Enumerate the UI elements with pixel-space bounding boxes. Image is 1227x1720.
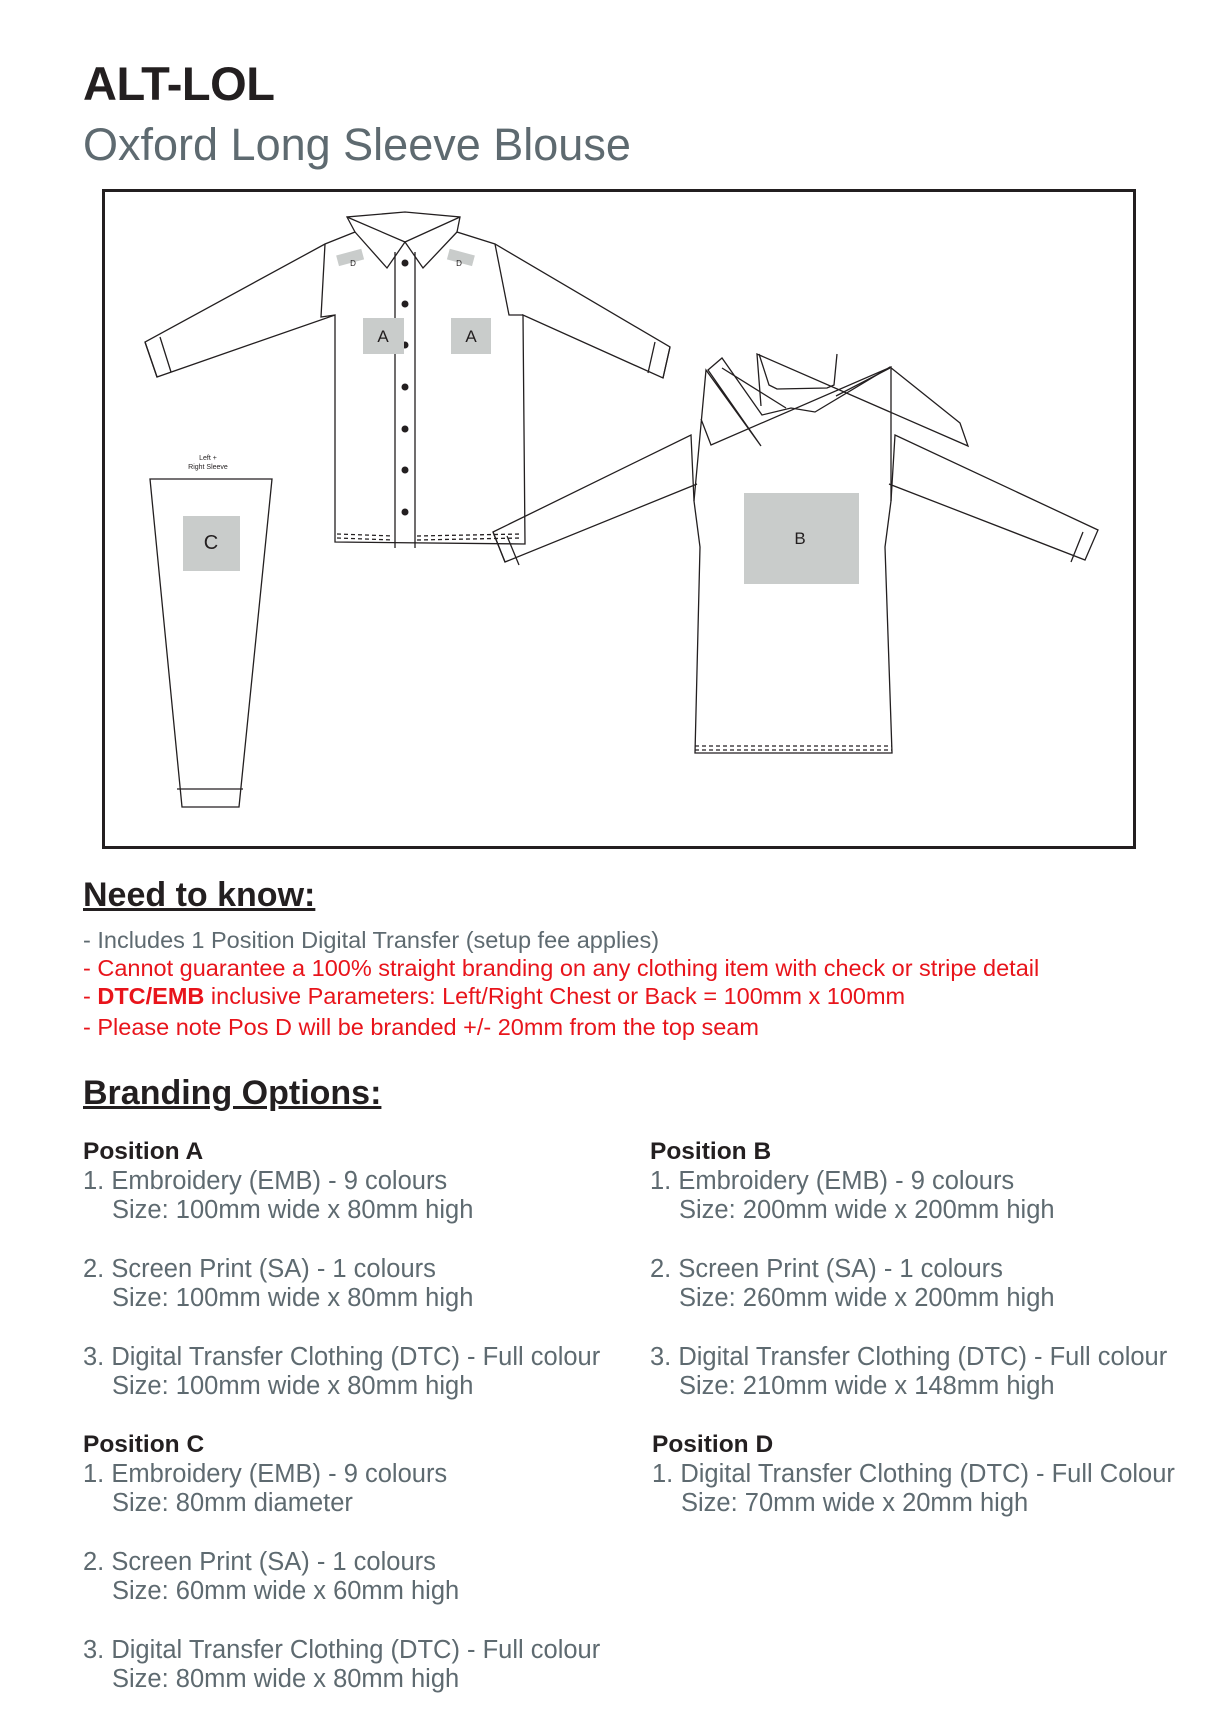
option-label: 1. Embroidery (EMB) - 9 colours xyxy=(650,1166,1015,1195)
option-size: Size: 200mm wide x 200mm high xyxy=(679,1196,1055,1224)
label-a-left: A xyxy=(377,327,389,346)
garment-diagram xyxy=(102,189,1136,849)
note-item: - Includes 1 Position Digital Transfer (setup fee applies) xyxy=(83,927,660,953)
note-item xyxy=(83,982,1039,1010)
note-item: - Please note Pos D will be branded +/- 20mm from the top seam xyxy=(83,1014,759,1040)
garment-illustration xyxy=(105,192,1133,846)
position-title: Position C xyxy=(83,1431,205,1458)
position-title: Position D xyxy=(652,1431,774,1458)
label-c: C xyxy=(203,532,219,554)
product-name: Oxford Long Sleeve Blouse xyxy=(83,119,631,170)
sleeve-caption-line2: Right Sleeve xyxy=(188,464,228,471)
option-size: Size: 100mm wide x 80mm high xyxy=(112,1284,474,1312)
option-size: Size: 100mm wide x 80mm high xyxy=(112,1372,474,1400)
option-label: 3. Digital Transfer Clothing (DTC) - Full colour xyxy=(650,1342,1168,1371)
position-title: Position A xyxy=(83,1138,204,1165)
sleeve-caption-line1: Left + xyxy=(199,455,217,462)
note-text: inclusive Parameters: Left/Right Chest or Back = 100mm x 100mm xyxy=(204,983,906,1009)
option-size: Size: 80mm wide x 80mm high xyxy=(112,1665,460,1693)
option-label: 2. Screen Print (SA) - 1 colours xyxy=(83,1547,436,1576)
label-d-right: D xyxy=(456,259,462,268)
option-size: Size: 260mm wide x 200mm high xyxy=(679,1284,1055,1312)
option-label: 1. Embroidery (EMB) - 9 colours xyxy=(83,1166,448,1195)
label-d-left: D xyxy=(350,259,356,268)
option-label: 2. Screen Print (SA) - 1 colours xyxy=(650,1254,1003,1283)
option-size: Size: 60mm wide x 60mm high xyxy=(112,1577,460,1605)
option-size: Size: 80mm diameter xyxy=(112,1489,353,1517)
branding-options-heading: Branding Options: xyxy=(83,1074,382,1112)
print-areas xyxy=(183,249,859,584)
option-label: 1. Embroidery (EMB) - 9 colours xyxy=(83,1459,448,1488)
note-prefix: - xyxy=(83,983,98,1009)
need-to-know-heading: Need to know: xyxy=(83,876,316,914)
branding-option xyxy=(83,1460,600,1519)
position-d-section xyxy=(652,1430,1175,1519)
need-to-know-list xyxy=(83,926,1039,1041)
option-label: 2. Screen Print (SA) - 1 colours xyxy=(83,1254,436,1283)
branding-option xyxy=(83,1255,600,1314)
label-a-right: A xyxy=(465,327,477,346)
label-b: B xyxy=(794,529,806,548)
note-emphasis: DTC/EMB xyxy=(97,983,205,1009)
branding-option xyxy=(650,1167,1167,1226)
option-size: Size: 210mm wide x 148mm high xyxy=(679,1372,1055,1400)
branding-option xyxy=(652,1460,1175,1519)
branding-option xyxy=(83,1343,600,1402)
front-buttons xyxy=(402,260,409,516)
position-b-section xyxy=(650,1137,1167,1402)
position-c-section xyxy=(83,1430,600,1695)
option-label: 1. Digital Transfer Clothing (DTC) - Full Colour xyxy=(652,1459,1175,1488)
option-size: Size: 100mm wide x 80mm high xyxy=(112,1196,474,1224)
product-code: ALT-LOL xyxy=(83,57,275,110)
position-title: Position B xyxy=(650,1138,772,1165)
branding-option xyxy=(650,1255,1167,1314)
branding-option xyxy=(83,1167,600,1226)
note-item: - Cannot guarantee a 100% straight branding on any clothing item with check or stripe detail xyxy=(83,955,1040,981)
position-a-section xyxy=(83,1137,600,1402)
branding-option xyxy=(83,1636,600,1695)
branding-option xyxy=(650,1343,1167,1402)
option-label: 3. Digital Transfer Clothing (DTC) - Full colour xyxy=(83,1635,601,1664)
option-size: Size: 70mm wide x 20mm high xyxy=(681,1489,1029,1517)
option-label: 3. Digital Transfer Clothing (DTC) - Full colour xyxy=(83,1342,601,1371)
branding-option xyxy=(83,1548,600,1607)
